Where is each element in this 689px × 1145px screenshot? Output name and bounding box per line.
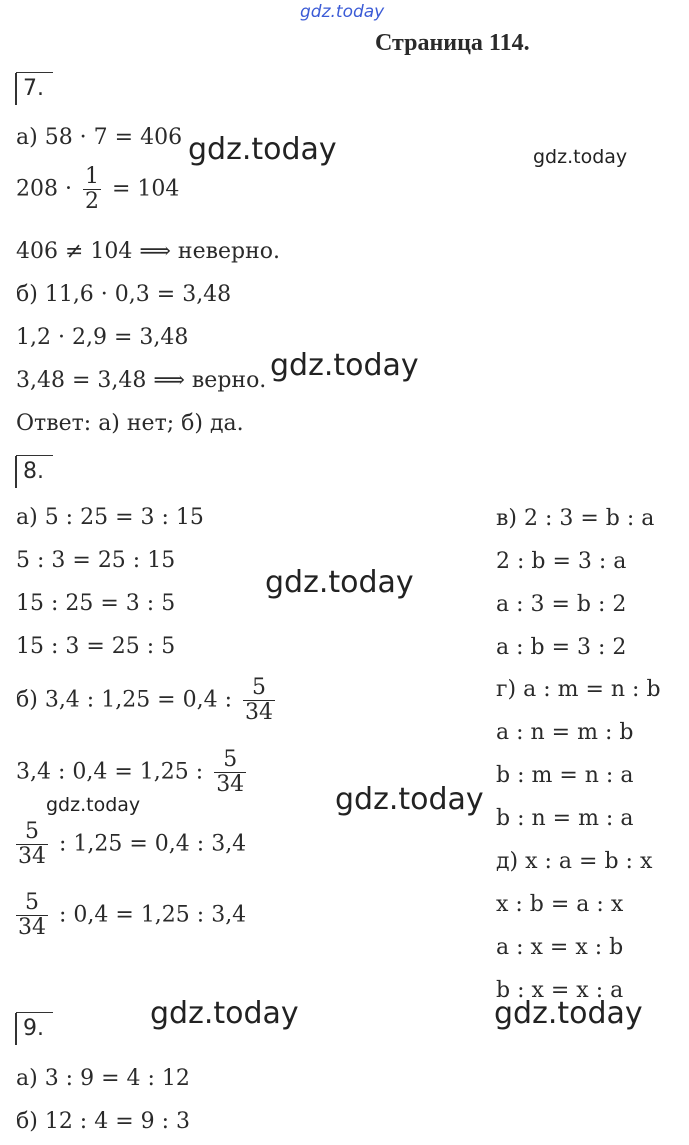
task8-right-line-4: a : b = 3 : 2 xyxy=(496,635,627,660)
task8-frac-line-3: $\frac{5}{34}$ : 1,25 = 0,4 : 3,4 xyxy=(18,819,247,869)
watermark: gdz.today xyxy=(46,794,141,816)
task7-line-b: б) 11,6 · 0,3 = 3,48 xyxy=(16,282,232,307)
watermark: gdz.today xyxy=(150,996,299,1031)
watermark: gdz.today xyxy=(533,146,628,168)
task8-frac-line-2: 3,4 : 0,4 = 1,25 : $\frac{5}{34}$ xyxy=(16,747,245,797)
task8-left-line-1: а) 5 : 25 = 3 : 15 xyxy=(16,505,204,530)
task-number-9: 9. xyxy=(16,1012,53,1045)
task7-line-neq: 406 ≠ 104 ⟹ неверно. xyxy=(16,239,280,264)
task7-line-a: а) 58 · 7 = 406 xyxy=(16,125,183,150)
watermark: gdz.today xyxy=(494,996,643,1031)
task8-right-line-10: x : b = a : x xyxy=(496,892,624,917)
task8-left-line-2: 5 : 3 = 25 : 15 xyxy=(16,548,176,573)
task8-right-line-1: в) 2 : 3 = b : a xyxy=(496,506,655,531)
task8-left-line-4: 15 : 3 = 25 : 5 xyxy=(16,634,176,659)
watermark: gdz.today xyxy=(188,132,337,167)
page-title: Страница 114. xyxy=(375,30,530,56)
task8-right-line-7: b : m = n : a xyxy=(496,763,634,788)
task-number-7: 7. xyxy=(16,72,53,105)
task8-right-line-12: b : x = x : a xyxy=(496,978,624,1003)
task7-line-b3: 3,48 = 3,48 ⟹ верно. xyxy=(16,368,267,393)
watermark: gdz.today xyxy=(335,782,484,817)
watermark: gdz.today xyxy=(270,348,419,383)
task8-right-line-5: г) a : m = n : b xyxy=(496,677,661,702)
task8-right-line-3: a : 3 = b : 2 xyxy=(496,592,627,617)
task7-fraction-line: 208 · $\frac{1}{2}$ = 104 xyxy=(16,164,180,214)
watermark: gdz.today xyxy=(265,565,414,600)
task8-left-line-3: 15 : 25 = 3 : 5 xyxy=(16,591,176,616)
task8-right-line-9: д) x : a = b : x xyxy=(496,849,653,874)
task9-line-a: а) 3 : 9 = 4 : 12 xyxy=(16,1066,190,1091)
task7-line-b2: 1,2 · 2,9 = 3,48 xyxy=(16,325,189,350)
task7-answer: Ответ: а) нет; б) да. xyxy=(16,411,244,436)
watermark: gdz.today xyxy=(300,2,385,22)
task8-right-line-11: a : x = x : b xyxy=(496,935,624,960)
task-number-8: 8. xyxy=(16,455,53,488)
task8-frac-line-1: б) 3,4 : 1,25 = 0,4 : $\frac{5}{34}$ xyxy=(16,675,274,725)
task9-line-b: б) 12 : 4 = 9 : 3 xyxy=(16,1109,191,1134)
task8-frac-line-4: $\frac{5}{34}$ : 0,4 = 1,25 : 3,4 xyxy=(18,890,247,940)
task8-right-line-2: 2 : b = 3 : a xyxy=(496,549,627,574)
task8-right-line-6: a : n = m : b xyxy=(496,720,634,745)
task8-right-line-8: b : n = m : a xyxy=(496,806,634,831)
